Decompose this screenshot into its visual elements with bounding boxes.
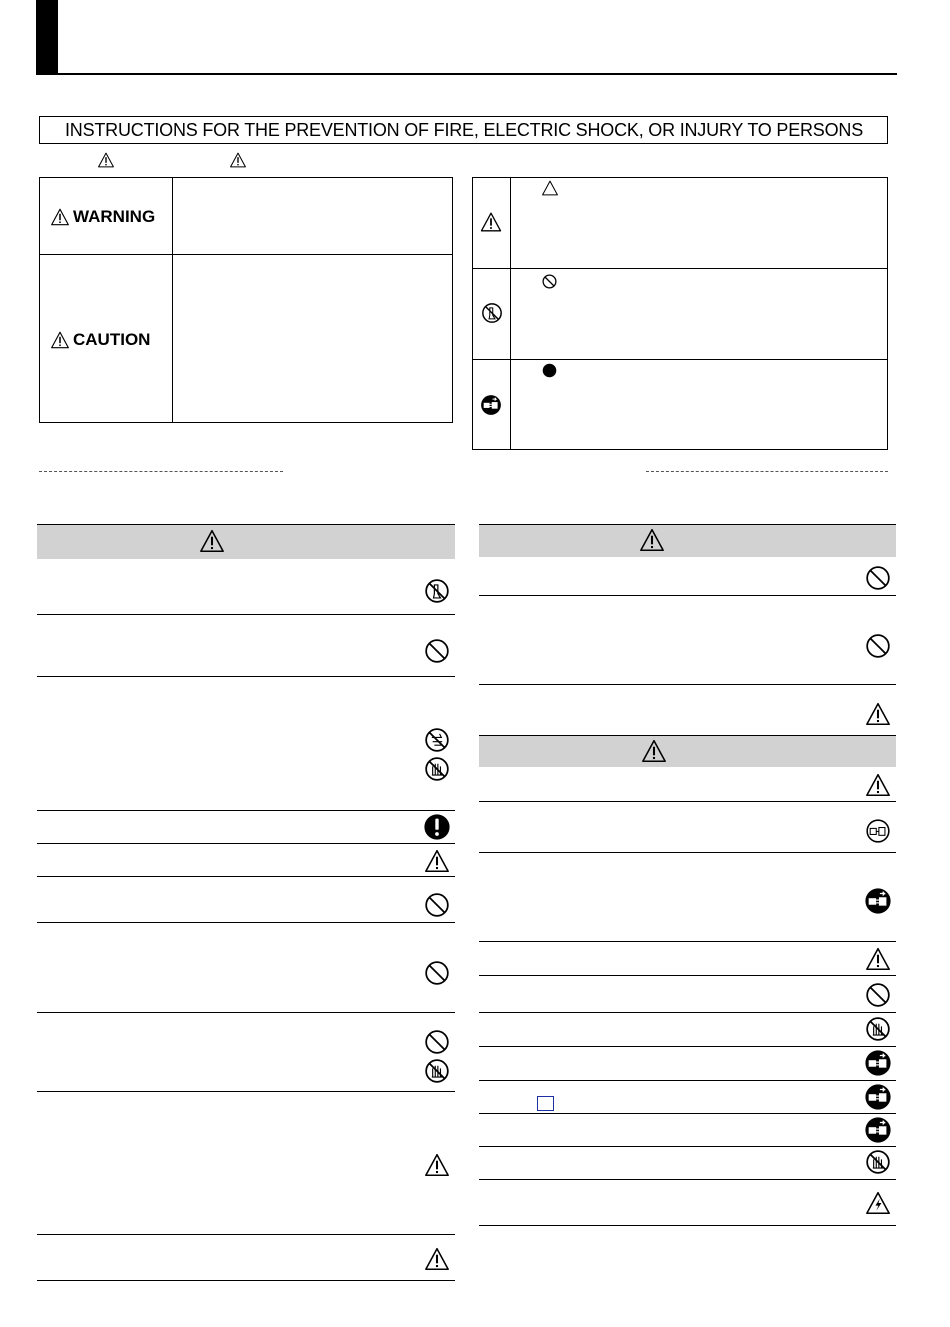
warning-header-band bbox=[479, 524, 896, 557]
caution-icon bbox=[480, 211, 502, 233]
unplug-icon bbox=[864, 1083, 892, 1111]
symbol-legend-rule bbox=[472, 359, 888, 360]
prohibited-symbol-icon bbox=[541, 273, 558, 290]
row-rule bbox=[37, 843, 455, 844]
symbol-legend-box bbox=[472, 177, 888, 450]
caution-icon bbox=[424, 849, 450, 873]
prohibited-icon bbox=[424, 638, 450, 664]
no-water-icon bbox=[424, 727, 450, 753]
caution-icon bbox=[97, 152, 115, 168]
row-rule bbox=[479, 1080, 896, 1081]
row-rule bbox=[479, 1225, 896, 1226]
row-rule bbox=[479, 1179, 896, 1180]
page-title: INSTRUCTIONS FOR THE PREVENTION OF FIRE, ELECTRIC SHOCK, OR INJURY TO PERSONS bbox=[64, 120, 864, 140]
caution-icon bbox=[424, 1247, 450, 1271]
electric-shock-icon bbox=[865, 1191, 891, 1215]
dashed-separator bbox=[646, 471, 888, 472]
wet-hands-prohibited-icon bbox=[865, 1149, 891, 1175]
wet-hands-prohibited-icon bbox=[865, 1016, 891, 1042]
row-rule bbox=[37, 1280, 455, 1281]
row-rule bbox=[479, 1146, 896, 1147]
prohibited-icon bbox=[865, 633, 891, 659]
row-rule bbox=[479, 1012, 896, 1013]
row-rule bbox=[37, 676, 455, 677]
caution-header-band bbox=[479, 735, 896, 767]
prohibited-icon bbox=[865, 982, 891, 1008]
symbol-legend-divider bbox=[510, 177, 511, 450]
caution-icon bbox=[229, 152, 247, 168]
unplug-icon bbox=[864, 1116, 892, 1144]
symbol-legend-rule bbox=[472, 268, 888, 269]
caution-icon bbox=[50, 331, 70, 349]
disassemble-prohibited-icon bbox=[424, 578, 450, 604]
warning-header-band bbox=[37, 524, 455, 559]
band-rule bbox=[479, 735, 896, 736]
prohibited-icon bbox=[424, 892, 450, 918]
caution-icon bbox=[865, 773, 891, 797]
warning-label: WARNING bbox=[50, 206, 155, 228]
prohibited-icon bbox=[865, 565, 891, 591]
row-rule bbox=[37, 1234, 455, 1235]
row-rule bbox=[37, 614, 455, 615]
row-rule bbox=[37, 810, 455, 811]
do-not-touch-icon bbox=[424, 1058, 450, 1084]
mandatory-icon bbox=[423, 813, 451, 841]
row-rule bbox=[479, 975, 896, 976]
chapter-tab bbox=[36, 0, 58, 74]
row-rule bbox=[37, 1091, 455, 1092]
row-rule bbox=[479, 684, 896, 685]
triangle-symbol-icon bbox=[541, 180, 559, 196]
row-rule bbox=[37, 1012, 455, 1013]
caution-icon bbox=[865, 947, 891, 971]
row-rule bbox=[479, 941, 896, 942]
prohibited-icon bbox=[424, 960, 450, 986]
row-rule bbox=[37, 922, 455, 923]
caution-icon bbox=[50, 208, 70, 226]
row-rule bbox=[479, 1113, 896, 1114]
band-rule bbox=[479, 524, 896, 525]
prohibited-icon bbox=[424, 1029, 450, 1055]
row-rule bbox=[479, 595, 896, 596]
row-rule bbox=[37, 876, 455, 877]
header-rule bbox=[36, 73, 897, 75]
disassemble-prohibited-icon bbox=[481, 302, 503, 324]
unplug-icon bbox=[864, 887, 892, 915]
unplug-icon bbox=[480, 394, 502, 416]
row-rule bbox=[479, 1046, 896, 1047]
caution-icon bbox=[641, 739, 667, 763]
unplug-icon bbox=[864, 1049, 892, 1077]
dashed-separator bbox=[39, 471, 283, 472]
row-rule bbox=[479, 801, 896, 802]
caution-icon bbox=[199, 529, 225, 553]
legend-divider bbox=[172, 177, 173, 423]
do-not-touch-icon bbox=[424, 756, 450, 782]
reference-marker-box bbox=[537, 1096, 554, 1111]
band-rule bbox=[37, 524, 455, 525]
caution-icon bbox=[424, 1153, 450, 1177]
unplug-outline-icon bbox=[865, 818, 891, 844]
caution-icon bbox=[865, 702, 891, 726]
legend-row-rule bbox=[39, 254, 453, 255]
mandatory-symbol-icon bbox=[541, 362, 558, 379]
row-rule bbox=[479, 852, 896, 853]
caution-label: CAUTION bbox=[50, 329, 150, 351]
caution-icon bbox=[639, 528, 665, 552]
